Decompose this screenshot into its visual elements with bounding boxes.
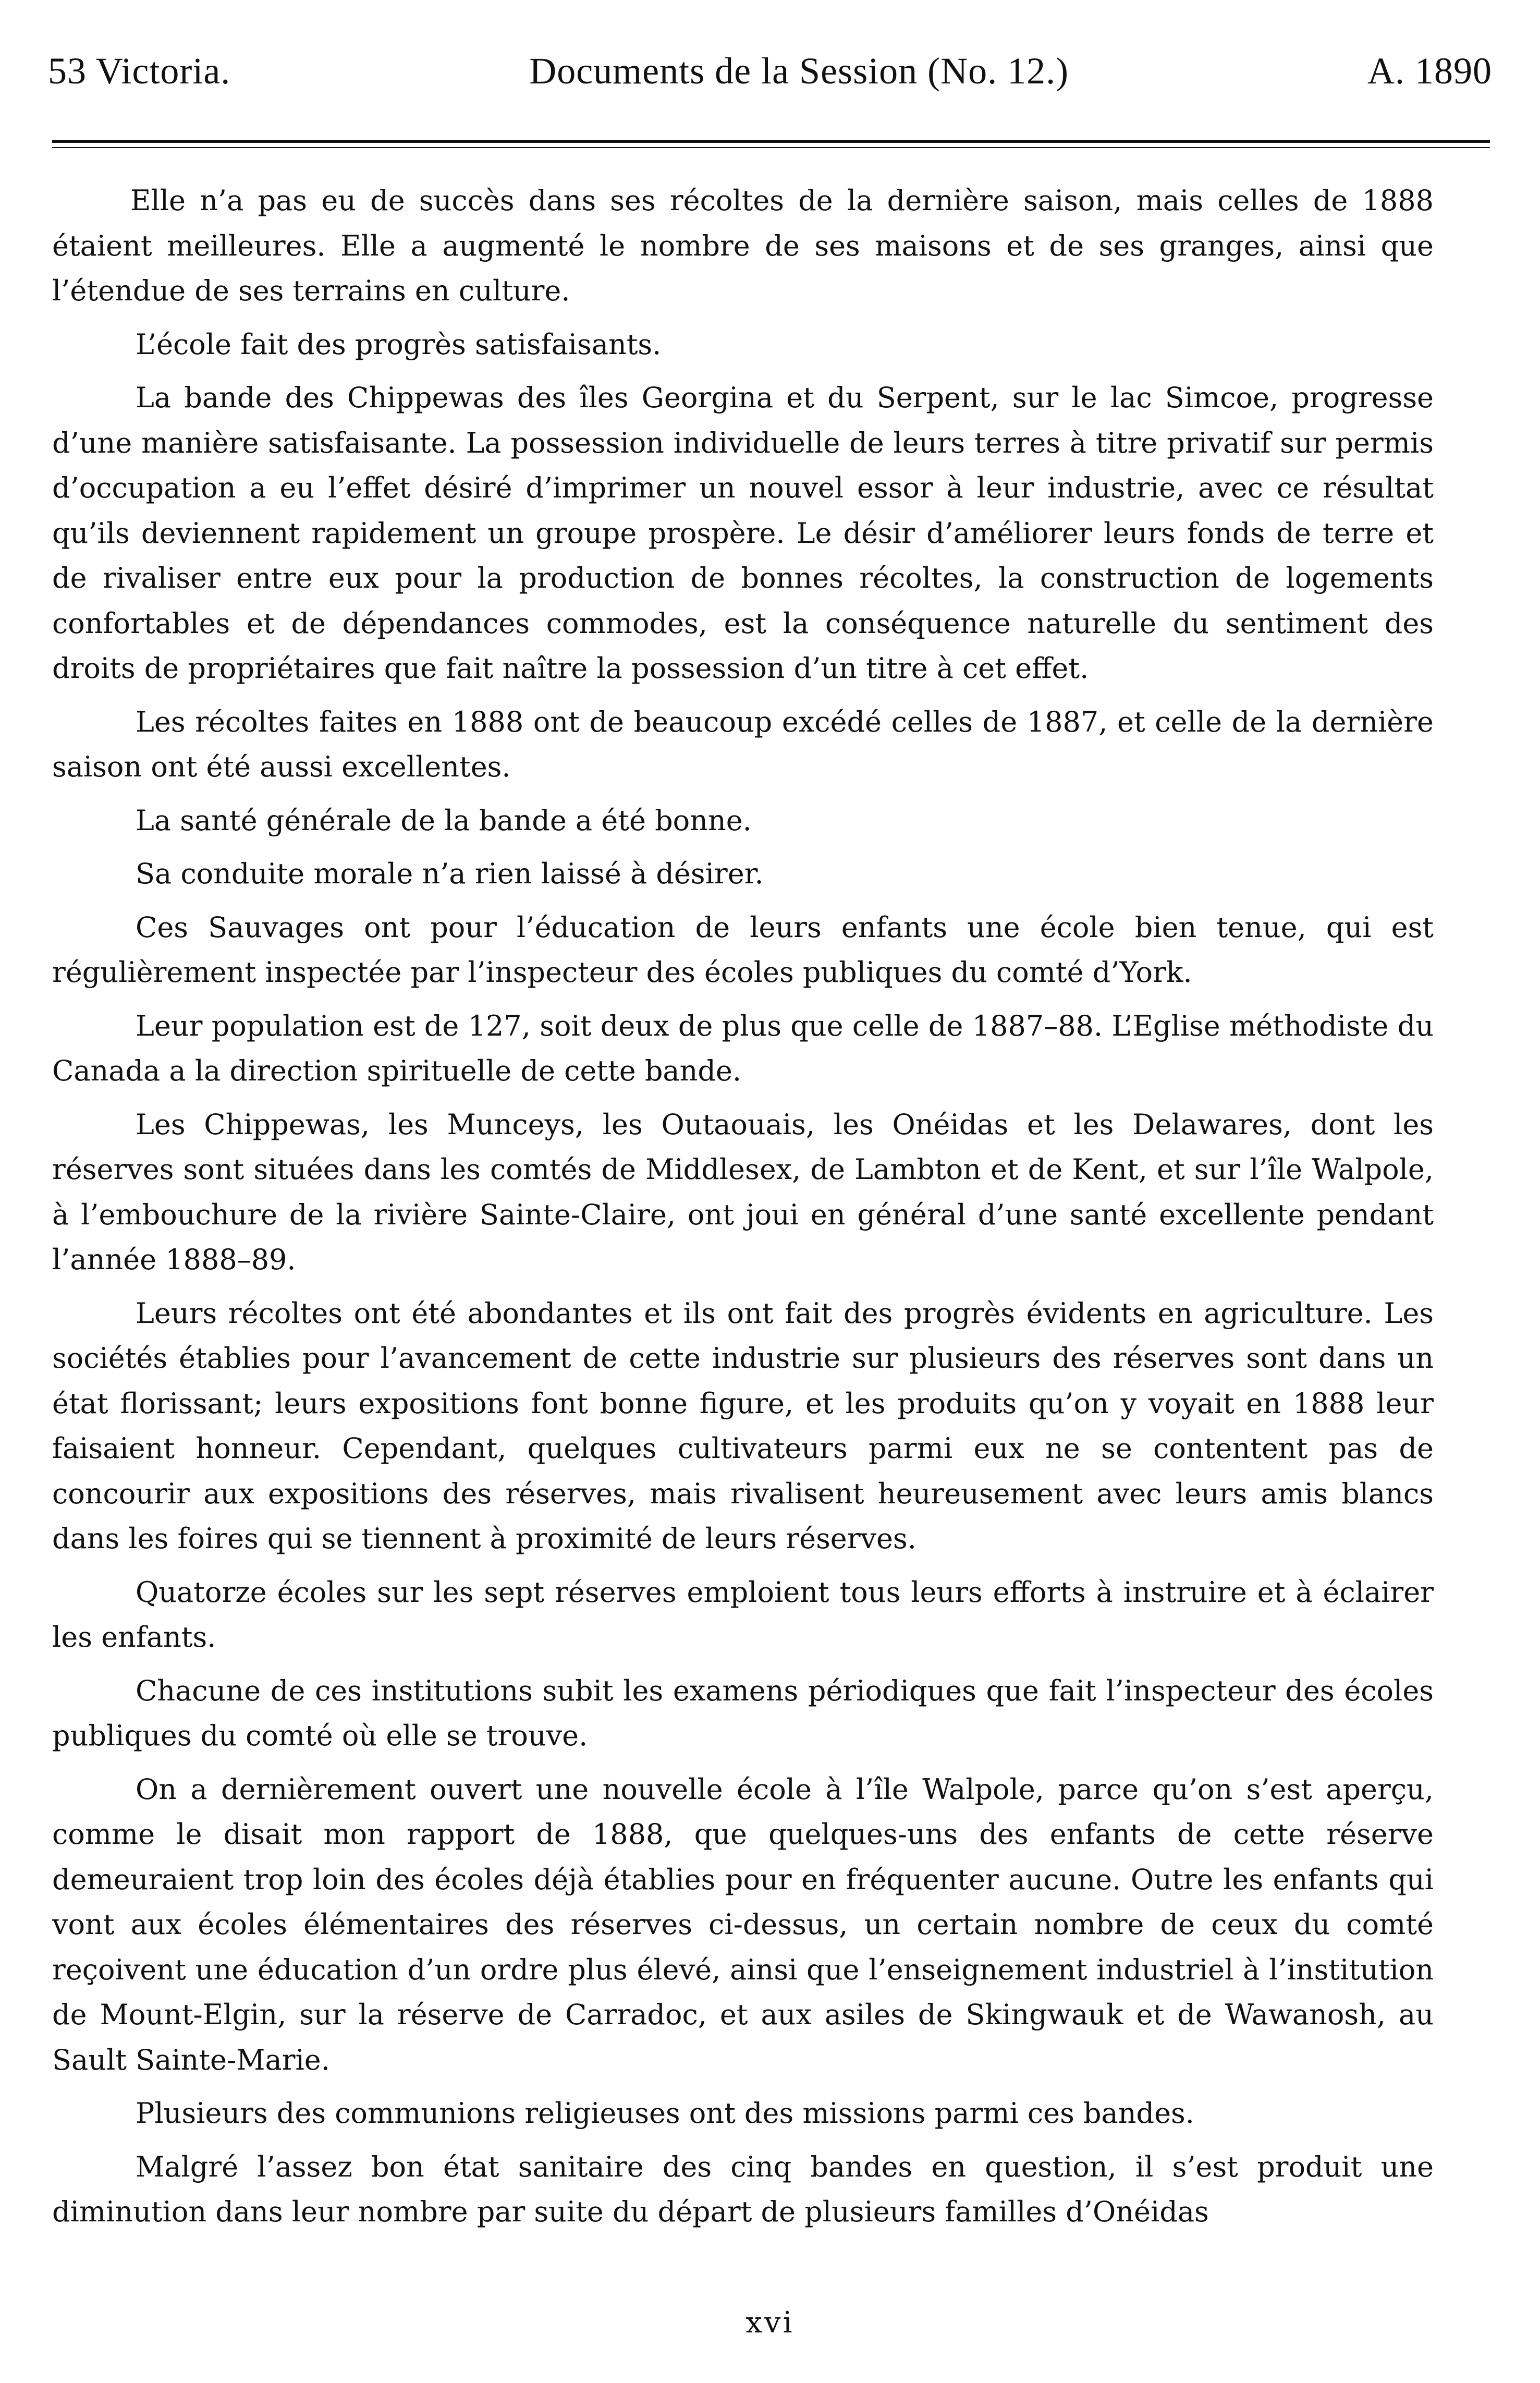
paragraph: Les récoltes faites en 1888 ont de beaucoup excédé celles de 1887, et celle de la dernière saison ont été aussi excellentes. bbox=[52, 705, 1434, 783]
page-number: xvi bbox=[745, 2306, 795, 2340]
paragraph: Ces Sauvages ont pour l’éducation de leurs enfants une école bien tenue, qui est régulièrement inspectée par l’inspecteur des écoles publiques du comté d’York. bbox=[52, 910, 1434, 989]
header-title: Documents de la Session (No. 12.) bbox=[529, 50, 1069, 92]
paragraph: On a dernièrement ouvert une nouvelle école à l’île Walpole, parce qu’on s’est aperçu, comme le disait mon rapport de 1888, que quelques-uns des enfants de cette réserve demeuraient trop loin des écoles déjà établies pour en fréquenter aucune. Outre les enfants qui vont aux écoles élémentaires des réserves ci-dessus, un certain nombre de ceux du comté reçoivent une éducation d’un ordre plus élevé, ainsi que l’enseignement industriel à l’institution de Mount-Elgin, sur la réserve de Carradoc, et aux asiles de Skingwauk et de Wawanosh, au Sault Sainte-Marie. bbox=[52, 1772, 1434, 2076]
header-rule-thin bbox=[52, 147, 1490, 148]
paragraph: La bande des Chippewas des îles Georgina et du Serpent, sur le lac Simcoe, progresse d’une manière satisfaisante. La possession individuelle de leurs terres à titre privatif sur permis d’occupation a eu l’effet désiré d’imprimer un nouvel essor à leur industrie, avec ce résultat qu’ils deviennent rapidement un groupe prospère. Le désir d’améliorer leurs fonds de terre et de rivaliser entre eux pour la production de bonnes récoltes, la construction de logements confortables et de dépendances commodes, est la conséquence naturelle du sentiment des droits de propriétaires que fait naître la possession d’un titre à cet effet. bbox=[52, 381, 1434, 685]
paragraph: Leurs récoltes ont été abondantes et ils ont fait des progrès évidents en agriculture. Les sociétés établies pour l’avancement de cette industrie sur plusieurs des réserves sont dans un état florissant; leurs expositions font bonne figure, et les produits qu’on y voyait en 1888 leur faisaient honneur. Cependant, quelques cultivateurs parmi eux ne se contentent pas de concourir aux expositions des réserves, mais rivalisent heureusement avec leurs amis blancs dans les foires qui se tiennent à proximité de leurs réserves. bbox=[52, 1296, 1434, 1555]
body-text bbox=[52, 178, 1434, 2235]
header-year: A. 1890 bbox=[1367, 50, 1492, 92]
header-volume: 53 Victoria. bbox=[48, 50, 231, 92]
paragraph: Chacune de ces institutions subit les examens périodiques que fait l’inspecteur des écoles publiques du comté où elle se trouve. bbox=[52, 1674, 1434, 1752]
paragraph: La santé générale de la bande a été bonne. bbox=[136, 804, 752, 837]
paragraph: Les Chippewas, les Munceys, les Outaouais, les Onéidas et les Delawares, dont les réserves sont situées dans les comtés de Middlesex, de Lambton et de Kent, et sur l’île Walpole, à l’embouchure de la rivière Sainte-Claire, ont joui en général d’une santé excellente pendant l’année 1888–89. bbox=[52, 1108, 1434, 1276]
running-header bbox=[48, 50, 1492, 102]
paragraph: Quatorze écoles sur les sept réserves emploient tous leurs efforts à instruire et à éclairer les enfants. bbox=[52, 1575, 1434, 1653]
header-rule-thick bbox=[52, 140, 1490, 143]
paragraph: Sa conduite morale n’a rien laissé à désirer. bbox=[136, 857, 764, 890]
paragraph: Malgré l’assez bon état sanitaire des cinq bandes en question, il s’est produit une diminution dans leur nombre par suite du départ de plusieurs familles d’Onéidas bbox=[52, 2150, 1434, 2228]
paragraph: L’école fait des progrès satisfaisants. bbox=[136, 327, 662, 361]
paragraph: Leur population est de 127, soit deux de plus que celle de 1887–88. L’Eglise méthodiste du Canada a la direction spirituelle de cette bande. bbox=[52, 1009, 1434, 1087]
paragraph: Elle n’a pas eu de succès dans ses récoltes de la dernière saison, mais celles de 1888 étaient meilleures. Elle a augmenté le nombre de ses maisons et de ses granges, ainsi que l’étendue de ses terrains en culture. bbox=[52, 184, 1434, 307]
paragraph: Plusieurs des communions religieuses ont des missions parmi ces bandes. bbox=[136, 2097, 1194, 2130]
